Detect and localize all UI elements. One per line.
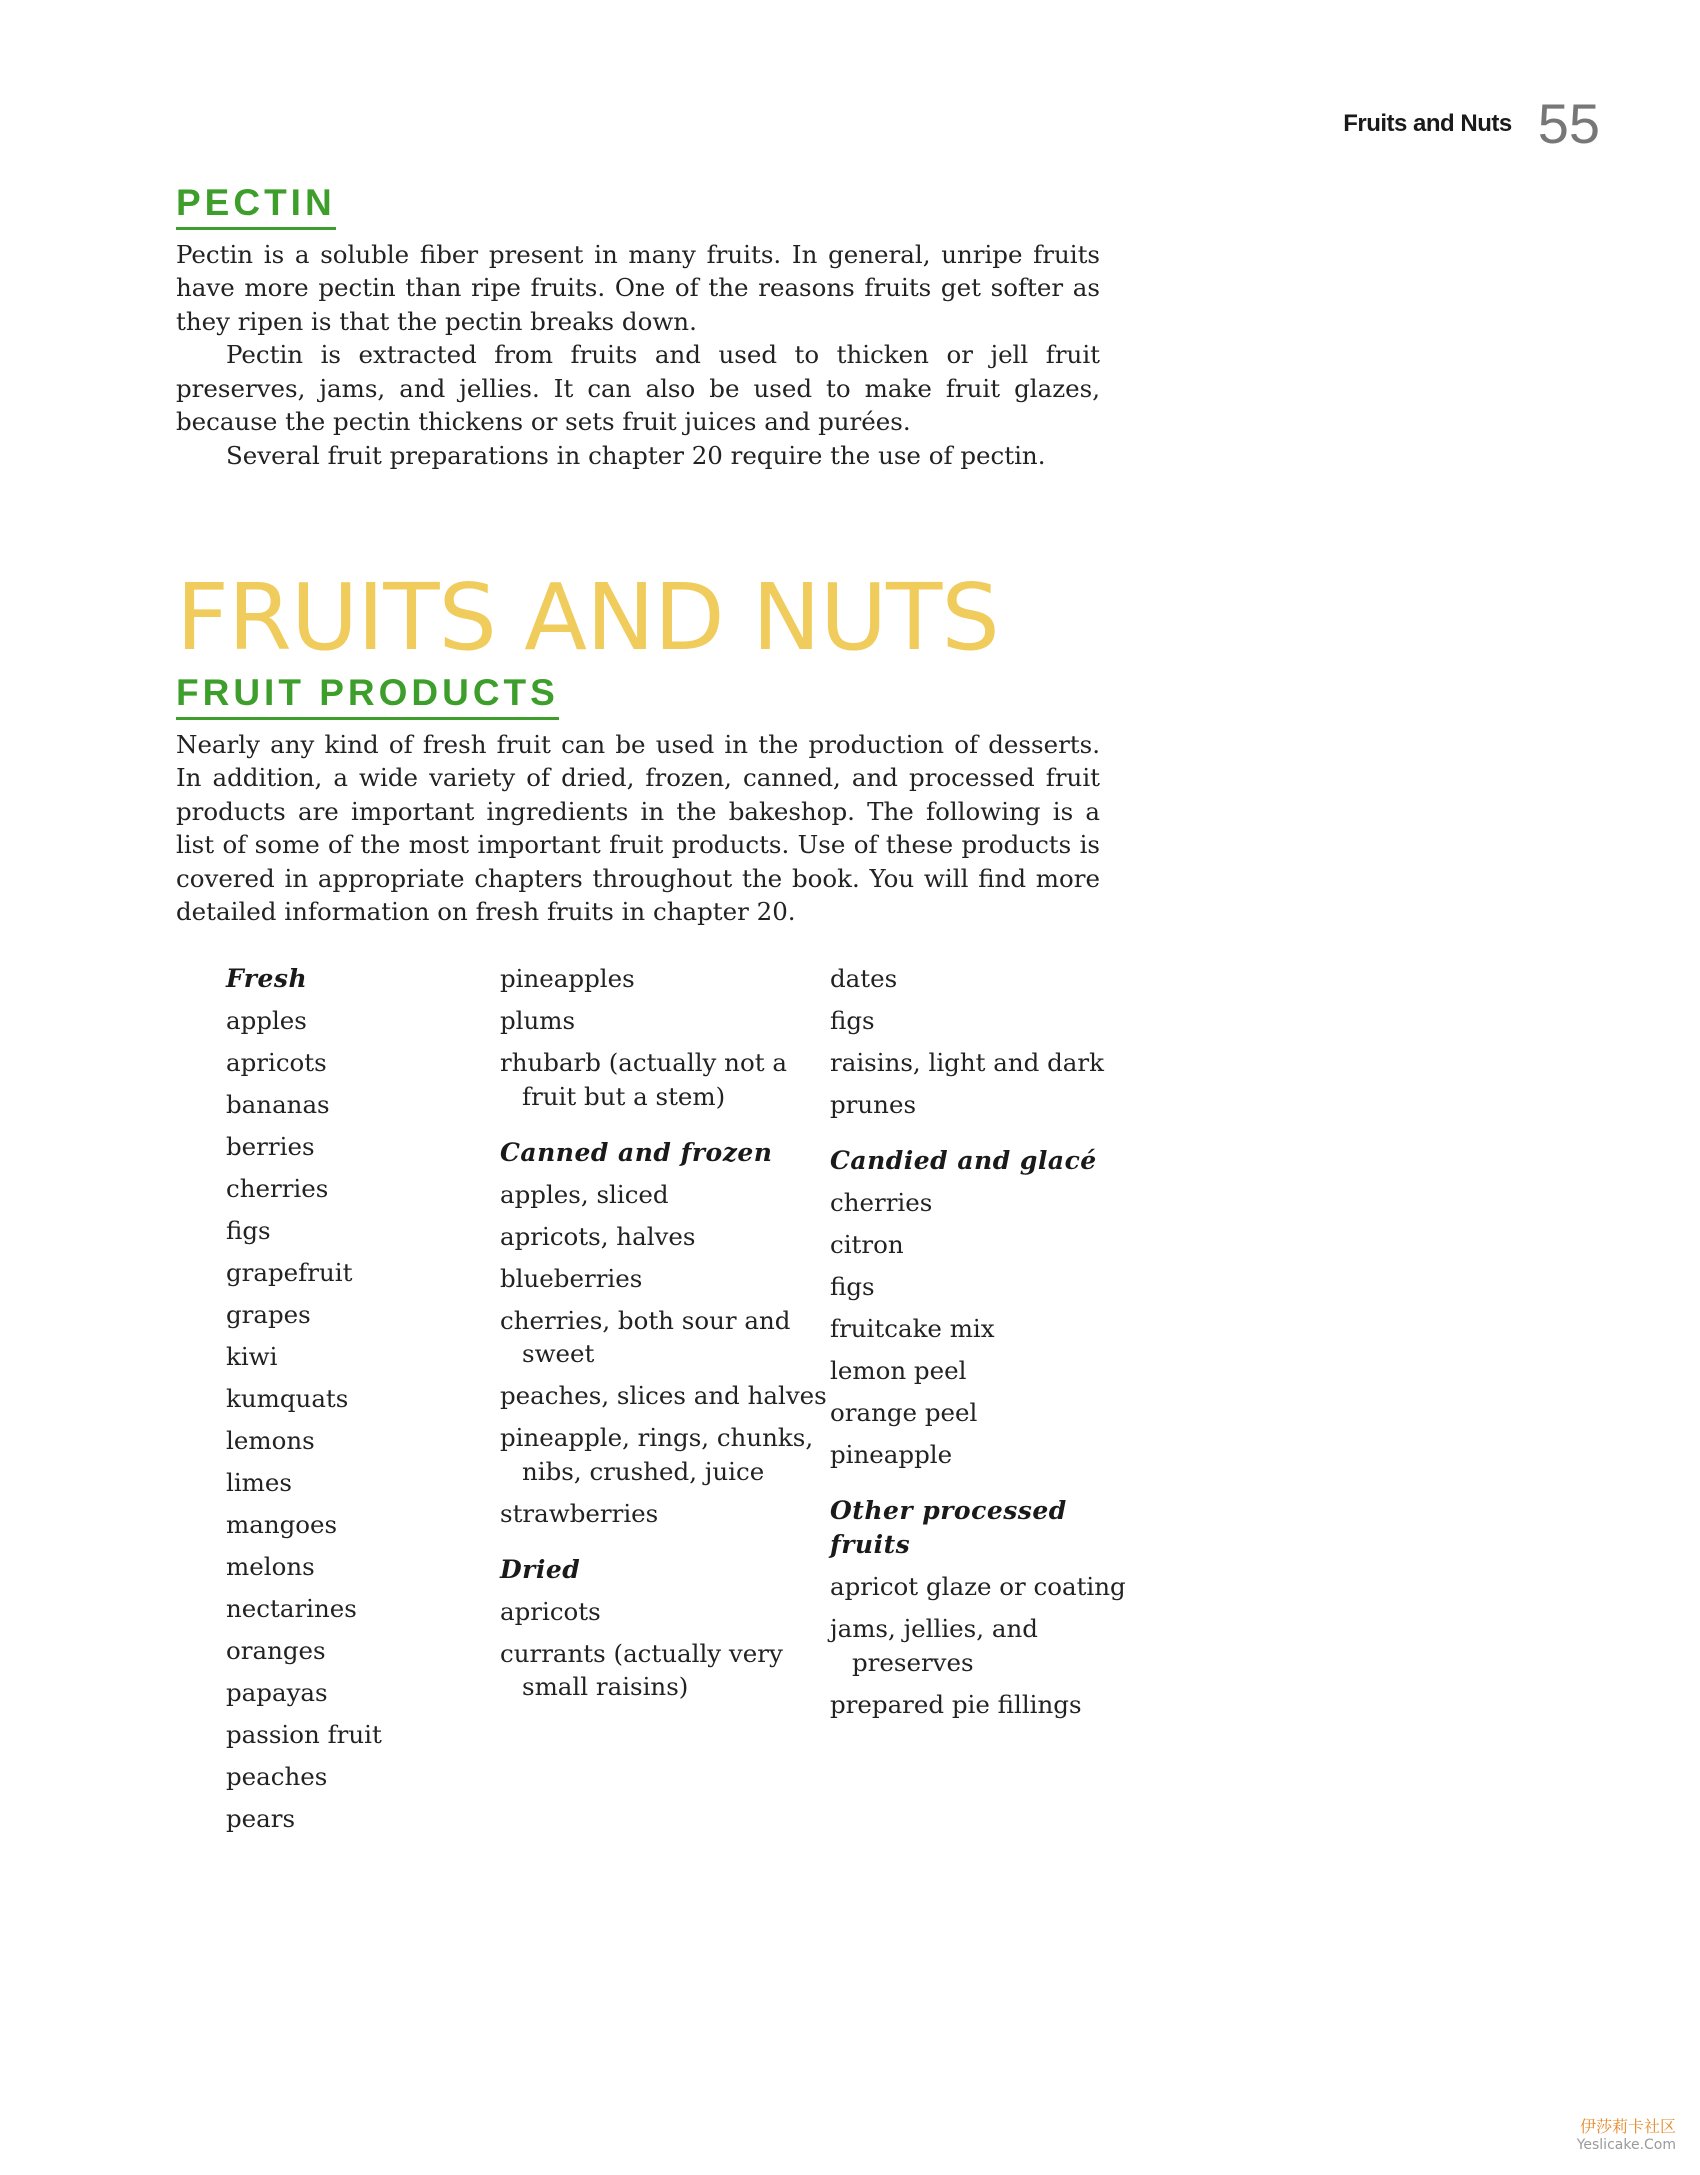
list-heading-candied-glace: Candied and glacé (830, 1146, 1097, 1175)
list-item: papayas (226, 1678, 328, 1707)
list-item: apricot glaze or coating (830, 1572, 1126, 1601)
list-item: figs (226, 1216, 271, 1245)
list-heading-fresh: Fresh (226, 964, 308, 993)
pectin-section (176, 182, 1100, 472)
list-item: oranges (226, 1636, 326, 1665)
list-item: rhubarb (actually not a fruit but a stem) (500, 1048, 787, 1111)
list-item: nectarines (226, 1594, 357, 1623)
list-heading-dried: Dried (500, 1554, 581, 1584)
list-item: pears (226, 1804, 296, 1833)
pectin-paragraph-3: Several fruit preparations in chapter 20 require the use of pectin. (226, 440, 1046, 470)
list-item: mangoes (226, 1510, 338, 1539)
watermark-line-2: Yeslicake.Com (1576, 2137, 1676, 2153)
fruits-and-nuts-section (176, 564, 1100, 929)
running-head (1343, 92, 1600, 155)
list-item: dates (830, 964, 898, 993)
list-item: cherries (830, 1188, 933, 1217)
list-item: orange peel (830, 1398, 978, 1427)
list-item: lemon peel (830, 1356, 967, 1385)
list-item: lemons (226, 1426, 315, 1455)
list-item: cherries (226, 1174, 329, 1203)
page-number: 55 (1537, 92, 1600, 155)
watermark-line-1: 伊莎莉卡社区 (1579, 2117, 1676, 2136)
list-item: strawberries (500, 1498, 659, 1528)
list-heading-canned-frozen: Canned and frozen (500, 1137, 773, 1167)
list-item: limes (226, 1468, 292, 1497)
list-column-3 (830, 962, 1130, 1844)
chapter-heading: FRUITS AND NUTS (176, 564, 999, 671)
list-item: blueberries (500, 1263, 643, 1293)
list-item: apricots, halves (500, 1221, 696, 1251)
list-item: raisins, light and dark (830, 1048, 1104, 1077)
list-item: berries (226, 1132, 315, 1161)
list-item: kiwi (226, 1342, 278, 1371)
fruit-products-heading: FRUIT PRODUCTS (176, 672, 559, 720)
list-item: pineapple (830, 1440, 953, 1469)
list-item: grapefruit (226, 1258, 353, 1287)
list-item: jams, jellies, and preserves (830, 1614, 1038, 1677)
fruit-products-paragraph: Nearly any kind of fresh fruit can be used in the production of desserts. In addition, a wide variety of dried, frozen, canned, and processed fruit products are important ingredients in the bakeshop. The following is a list of some of the most important fruit products. Use of these products is covered in appropriate chapters throughout the book. You will find more detailed information on fresh fruits in chapter 20. (176, 729, 1100, 927)
list-item: kumquats (226, 1384, 349, 1413)
list-item: melons (226, 1552, 315, 1581)
list-item: prunes (830, 1090, 917, 1119)
pectin-paragraph-2: Pectin is extracted from fruits and used to thicken or jell fruit preserves, jams, and jellies. It can also be used to make fruit glazes, because the pectin thickens or sets fruit juices and purées. (176, 340, 1100, 437)
fruit-product-list (226, 962, 1130, 1844)
list-item: apples (226, 1006, 307, 1035)
list-item: apricots (500, 1596, 601, 1626)
list-item: figs (830, 1272, 875, 1301)
list-item: peaches (226, 1762, 328, 1791)
list-item: currants (actually very small raisins) (500, 1638, 783, 1701)
list-column-1 (226, 962, 500, 1844)
list-item: peaches, slices and halves (500, 1381, 827, 1410)
list-item: passion fruit (226, 1720, 382, 1749)
pectin-heading: PECTIN (176, 182, 336, 230)
list-item: cherries, both sour and sweet (500, 1305, 791, 1368)
watermark (1577, 2114, 1676, 2153)
list-item: grapes (226, 1300, 311, 1329)
list-item: pineapple, rings, chunks, nibs, crushed, juice (500, 1423, 814, 1486)
list-column-2 (500, 962, 830, 1844)
list-item: prepared pie fillings (830, 1689, 1082, 1719)
list-heading-other-processed: Other processed fruits (830, 1496, 1067, 1559)
list-item: citron (830, 1230, 904, 1259)
list-item: apples, sliced (500, 1179, 669, 1209)
running-head-title: Fruits and Nuts (1343, 110, 1512, 137)
pectin-paragraph-1: Pectin is a soluble fiber present in many fruits. In general, unripe fruits have more pectin than ripe fruits. One of the reasons fruits get softer as they ripen is that the pectin breaks down. (176, 239, 1100, 336)
list-item: apricots (226, 1048, 327, 1077)
list-item: plums (500, 1006, 576, 1035)
list-item: bananas (226, 1090, 330, 1119)
list-item: fruitcake mix (830, 1314, 995, 1343)
list-item: figs (830, 1006, 875, 1035)
list-item: pineapples (500, 964, 635, 993)
